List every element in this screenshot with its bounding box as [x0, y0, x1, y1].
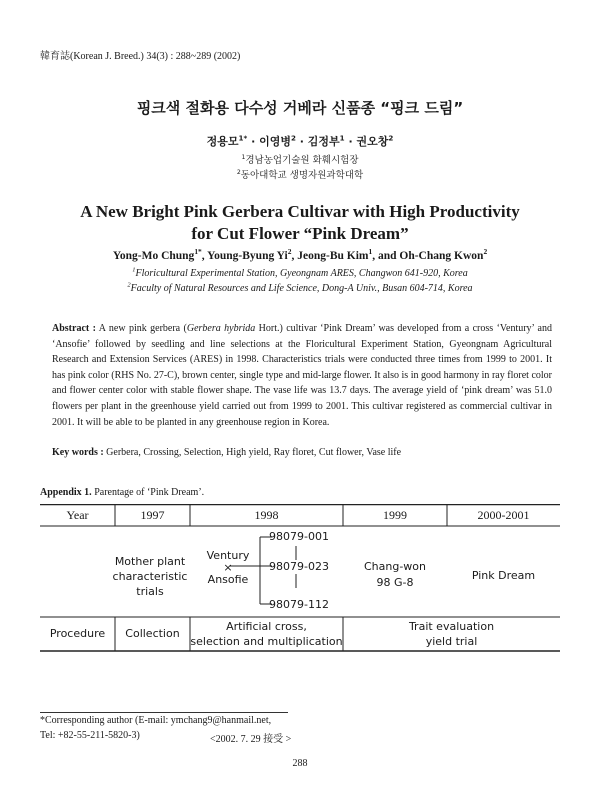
korean-author: 정용모 — [206, 135, 239, 148]
collection-step: Collection — [125, 627, 180, 640]
korean-title: 핑크색 절화용 다수성 거베라 신품종 “핑크 드림” — [136, 99, 464, 117]
cross-step-line-1: Artificial cross, — [226, 620, 307, 633]
english-affiliation-2 — [0, 283, 600, 294]
korean-author: 김정부 — [307, 135, 340, 148]
author-mark: 1 — [339, 133, 345, 143]
line-98079-112: 98079-112 — [269, 598, 329, 611]
species-name: Gerbera hybrida — [186, 323, 256, 334]
affiliation-mark: 2 — [127, 281, 131, 289]
author-separator: · — [295, 135, 308, 148]
english-title-line-2: for Cut Flower “Pink Dream” — [191, 224, 409, 243]
author-separator: · — [344, 135, 357, 148]
corresponding-author: *Corresponding author (E-mail: ymchang9@hanmail.net, — [40, 715, 272, 726]
author-separator: , and — [372, 250, 400, 262]
author-mark: 1* — [194, 247, 202, 257]
author-separator: , — [291, 250, 298, 262]
korean-authors — [0, 133, 600, 149]
abstract-text: A new pink gerbera ( — [95, 323, 187, 334]
korean-author: 이영병 — [259, 135, 291, 148]
appendix-label: Appendix 1. — [40, 487, 92, 498]
parentage-table — [40, 504, 560, 652]
keywords-text: Gerbera, Crossing, Selection, High yield, Ray floret, Cut flower, Vase life — [103, 447, 402, 458]
author-mark: 2 — [388, 133, 394, 143]
english-authors — [0, 247, 600, 262]
affiliation-mark: 2 — [236, 168, 241, 176]
korean-affiliation-2 — [0, 167, 600, 181]
english-author: Jeong-Bu Kim — [297, 250, 369, 262]
footnote-divider — [40, 712, 288, 713]
trait-step-line-1: Trait evaluation — [408, 620, 495, 633]
author-separator: , — [201, 250, 208, 262]
trait-step-line-2: yield trial — [425, 635, 478, 648]
abstract — [52, 321, 552, 430]
abstract-text: Hort.) cultivar ‘Pink Dream’ was developed from a cross ‘Ventury’ and ‘Ansofie’ followed by seedling and line selections at the Floricultural Experiment Station, Gyeongnam Agricultural Research and Extension Services (ARES) in 1998. Characteristics trials were conducted three times from 1999 to 2001. It has pink color (RHS No. 27-C), brown center, single type and mid-large flower. It also is in good harmony in ray floret color and flower center color with stable flower shape. The vase life was 13.7 days. The average yield of ‘pink dream’ was 51.0 flowers per plant in the greenhouse yield carried out from 1999 to 2001. This cultivar registered as commercial cultivar in 2001. It will be able to be planted in any greenhouse region in Korea. — [52, 323, 552, 428]
telephone: Tel: +82-55-211-5820-3) — [40, 730, 140, 741]
english-author: Yong-Mo Chung — [112, 250, 195, 262]
header-year: Year — [66, 508, 89, 522]
affiliation-text: Faculty of Natural Resources and Life Science, Dong-A Univ., Busan 604-714, Korea — [130, 283, 473, 294]
korean-author: 권오창 — [356, 135, 389, 148]
parent-ventury: Ventury — [206, 549, 250, 562]
cross-step-line-2: selection and multiplication — [190, 635, 343, 648]
header-1999: 1999 — [383, 508, 407, 522]
affiliation-text: 경남농업기술원 화훼시험장 — [245, 155, 359, 166]
author-mark: 2 — [483, 247, 488, 257]
keywords — [52, 447, 401, 458]
line-98079-001: 98079-001 — [269, 530, 329, 543]
appendix-text: Parentage of ‘Pink Dream’. — [91, 487, 205, 498]
author-mark: 2 — [290, 133, 296, 143]
site-name: Chang-won — [363, 560, 426, 573]
affiliation-text: Floricultural Experimental Station, Gyeongnam ARES, Changwon 641-920, Korea — [135, 268, 468, 279]
english-author: Young-Byung Yi — [207, 250, 288, 262]
cross-symbol: × — [223, 561, 233, 574]
author-mark: 1 — [368, 247, 373, 257]
author-separator: · — [247, 135, 260, 148]
header-1997: 1997 — [140, 508, 165, 522]
author-mark: 1* — [238, 133, 248, 143]
korean-affiliation-1 — [0, 152, 600, 166]
header-1998: 1998 — [254, 508, 279, 522]
parent-ansofie: Ansofie — [207, 573, 249, 586]
mother-plant-trials: Mother plant characteristic trials — [112, 555, 188, 598]
affiliation-mark: 1 — [241, 153, 246, 161]
affiliation-text: 동아대학교 생명자원과학대학 — [240, 170, 364, 181]
journal-citation: 韓育誌(Korean J. Breed.) 34(3) : 288~289 (2002) — [40, 51, 241, 62]
english-title-line-1: A New Bright Pink Gerbera Cultivar with High Productivity — [80, 202, 520, 221]
line-98079-023: 98079-023 — [269, 560, 329, 573]
page-number: 288 — [292, 758, 308, 769]
english-affiliation-1 — [0, 268, 600, 279]
abstract-label: Abstract : — [52, 323, 96, 334]
procedure-label: Procedure — [49, 627, 106, 640]
cultivar-name: Pink Dream — [471, 569, 536, 582]
header-2000-2001: 2000-2001 — [477, 508, 530, 522]
appendix-caption — [40, 487, 204, 498]
english-author: Oh-Chang Kwon — [399, 250, 484, 262]
keywords-label: Key words : — [52, 447, 104, 458]
site-line: 98 G-8 — [376, 576, 414, 589]
received-date: <2002. 7. 29 接受 > — [210, 734, 292, 745]
affiliation-mark: 1 — [132, 266, 136, 274]
author-mark: 2 — [287, 247, 292, 257]
